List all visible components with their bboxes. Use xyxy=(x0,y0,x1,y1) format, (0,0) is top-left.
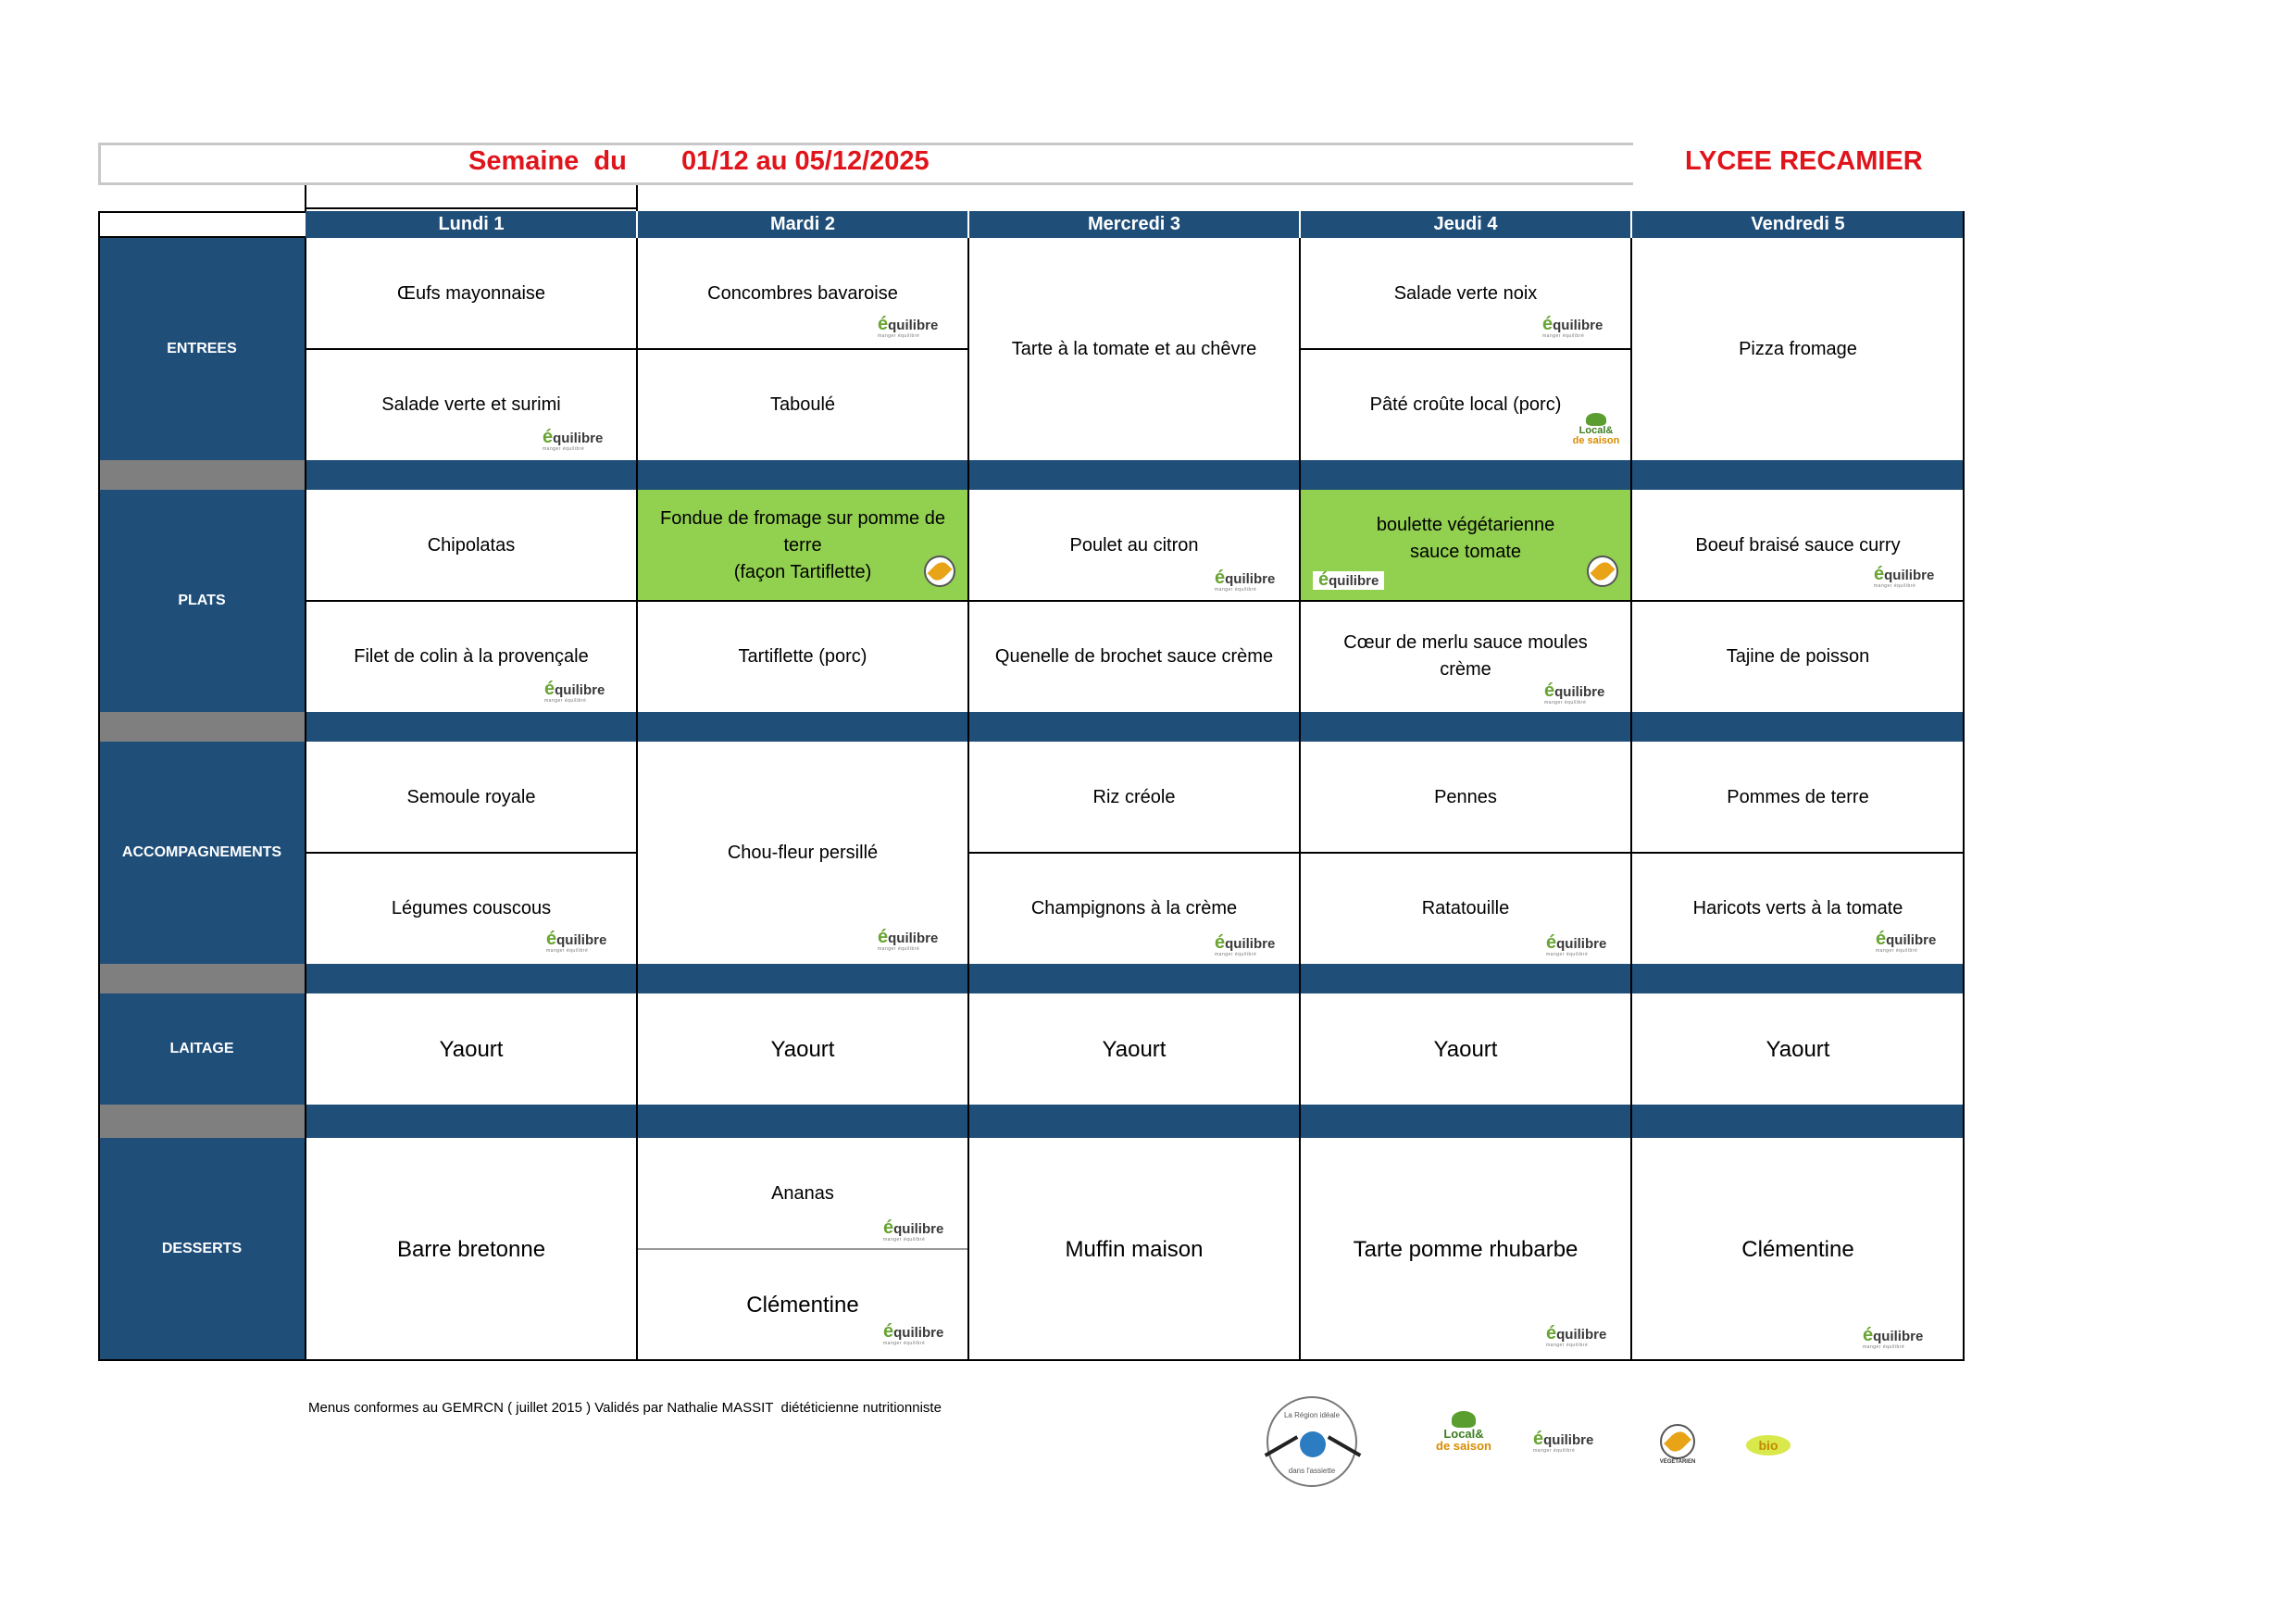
separator xyxy=(306,1105,1965,1138)
menu-cell: Cœur de merlu sauce moules crème xyxy=(1300,601,1631,712)
category-laitage: LAITAGE xyxy=(98,993,306,1105)
row-divider xyxy=(306,600,1965,602)
menu-cell: Ratatouille xyxy=(1300,853,1631,964)
vegetarian-icon xyxy=(1587,556,1618,587)
menu-cell: Légumes couscous xyxy=(306,853,637,964)
vegetarian-icon: VÉGÉTARIEN xyxy=(1655,1424,1700,1472)
separator xyxy=(98,460,306,490)
menu-cell: Tartiflette (porc) xyxy=(637,601,968,712)
local-de-saison-icon: Local& de saison xyxy=(1570,413,1622,456)
day-divider xyxy=(967,211,969,238)
menu-cell: Champignons à la crème xyxy=(968,853,1300,964)
menu-cell: Clémentine xyxy=(637,1249,968,1360)
equilibre-logo: équilibre manger équilibré xyxy=(883,1218,944,1243)
separator xyxy=(306,964,1965,993)
equilibre-logo: équilibre manger équilibré xyxy=(883,1321,944,1346)
menu-cell: Concombres bavaroise xyxy=(637,238,968,349)
separator xyxy=(306,712,1965,742)
equilibre-logo: équilibre manger équilibré xyxy=(1546,932,1607,957)
row-divider xyxy=(306,852,637,854)
table-left-border xyxy=(98,211,100,1361)
vegetarian-icon xyxy=(924,556,955,587)
equilibre-logo: équilibre manger équilibré xyxy=(543,427,604,452)
row-divider xyxy=(637,1248,968,1250)
column-divider xyxy=(967,238,969,1360)
menu-cell: Yaourt xyxy=(306,993,637,1105)
day-wednesday: Mercredi 3 xyxy=(1087,214,1181,234)
menu-cell-vegetarian xyxy=(637,490,968,601)
school-name: LYCEE RECAMIER xyxy=(1685,146,1923,176)
menu-cell: Riz créole xyxy=(968,742,1300,853)
column-divider xyxy=(305,238,306,1360)
menu-cell: Haricots verts à la tomate xyxy=(1631,853,1965,964)
row-divider xyxy=(968,852,1965,854)
menu-cell: Clémentine xyxy=(1631,1138,1965,1360)
day-friday: Vendredi 5 xyxy=(1751,214,1845,234)
menu-cell: Ananas xyxy=(637,1138,968,1249)
equilibre-logo: équilibre manger équilibré xyxy=(1215,932,1276,957)
separator xyxy=(98,1105,306,1138)
equilibre-logo: équilibre manger équilibré xyxy=(1544,681,1605,706)
equilibre-logo: équilibre manger équilibré xyxy=(1215,568,1276,593)
day-thursday: Jeudi 4 xyxy=(1433,214,1498,234)
menu-cell: Filet de colin à la provençale xyxy=(306,601,637,712)
category-plats: PLATS xyxy=(98,490,306,712)
day-monday: Lundi 1 xyxy=(438,214,505,234)
footer-note: Menus conformes au GEMRCN ( juillet 2015 ) Validés par Nathalie MASSIT diététicienne nutritionniste xyxy=(308,1400,942,1416)
week-label: Semaine du xyxy=(468,146,627,176)
menu-cell: Yaourt xyxy=(1300,993,1631,1105)
menu-cell: Chipolatas xyxy=(306,490,637,601)
equilibre-logo: équilibre manger équilibré xyxy=(878,314,939,339)
menu-cell: Tajine de poisson xyxy=(1631,601,1965,712)
category-entrees: ENTREES xyxy=(98,238,306,460)
column-divider xyxy=(636,238,638,1360)
menu-cell: Yaourt xyxy=(1631,993,1965,1105)
menu-cell: Salade verte et surimi xyxy=(306,349,637,460)
menu-cell: Chou-fleur persillé xyxy=(637,742,968,964)
column-divider xyxy=(1630,238,1632,1360)
column-divider xyxy=(1963,211,1965,1360)
menu-cell: Pâté croûte local (porc) xyxy=(1300,349,1631,460)
menu-text: boulette végétarienne xyxy=(1376,515,1555,535)
separator xyxy=(306,460,1965,490)
equilibre-logo: équilibre manger équilibré xyxy=(878,927,939,952)
day-divider xyxy=(1630,211,1632,238)
menu-cell: Œufs mayonnaise xyxy=(306,238,637,349)
local-de-saison-icon: Local& de saison xyxy=(1433,1411,1494,1463)
menu-cell: Boeuf braisé sauce curry xyxy=(1631,490,1965,601)
menu-cell: Yaourt xyxy=(637,993,968,1105)
menu-cell: Muffin maison xyxy=(968,1138,1300,1360)
date-range: 01/12 au 05/12/2025 xyxy=(681,146,930,176)
menu-cell: Pennes xyxy=(1300,742,1631,853)
table-bottom-border xyxy=(98,1359,1965,1361)
menu-cell: Taboulé xyxy=(637,349,968,460)
corner-cell xyxy=(98,211,306,238)
equilibre-logo: équilibre manger équilibré xyxy=(1876,929,1937,954)
separator xyxy=(98,964,306,993)
menu-text: Fondue de fromage sur pomme de terre xyxy=(660,507,945,556)
separator xyxy=(98,712,306,742)
column-divider xyxy=(1299,238,1301,1360)
category-accompagnements: ACCOMPAGNEMENTS xyxy=(98,742,306,964)
menu-cell: Yaourt xyxy=(968,993,1300,1105)
menu-cell: Quenelle de brochet sauce crème xyxy=(968,601,1300,712)
equilibre-logo: équilibre manger équilibré xyxy=(546,929,607,954)
menu-cell: Poulet au citron xyxy=(968,490,1300,601)
menu-cell: Pommes de terre xyxy=(1631,742,1965,853)
row-divider xyxy=(1300,348,1631,350)
menu-cell: Tarte à la tomate et au chêvre xyxy=(968,238,1300,460)
equilibre-logo: équilibre manger équilibré xyxy=(544,679,605,704)
equilibre-logo: équilibre xyxy=(1313,571,1384,590)
equilibre-logo: équilibre manger équilibré xyxy=(1863,1325,1924,1350)
header-divider xyxy=(306,207,637,209)
bio-icon: bio xyxy=(1746,1435,1791,1455)
menu-cell: Barre bretonne xyxy=(306,1138,637,1360)
region-seal-icon: La Région idéale dans l'assiette xyxy=(1267,1396,1357,1487)
menu-text: (façon Tartiflette) xyxy=(733,561,872,582)
menu-cell: Salade verte noix xyxy=(1300,238,1631,349)
menu-cell: Tarte pomme rhubarbe xyxy=(1300,1138,1631,1360)
equilibre-logo: équilibre manger équilibré xyxy=(1533,1429,1594,1454)
menu-cell: Semoule royale xyxy=(306,742,637,853)
equilibre-logo: équilibre manger équilibré xyxy=(1546,1323,1607,1348)
day-divider xyxy=(636,211,638,238)
menu-cell: Pizza fromage xyxy=(1631,238,1965,460)
menu-text: sauce tomate xyxy=(1409,542,1522,562)
day-divider xyxy=(1299,211,1301,238)
equilibre-logo: équilibre manger équilibré xyxy=(1542,314,1603,339)
day-tuesday: Mardi 2 xyxy=(769,214,836,234)
equilibre-logo: équilibre manger équilibré xyxy=(1874,564,1935,589)
category-desserts: DESSERTS xyxy=(98,1138,306,1360)
